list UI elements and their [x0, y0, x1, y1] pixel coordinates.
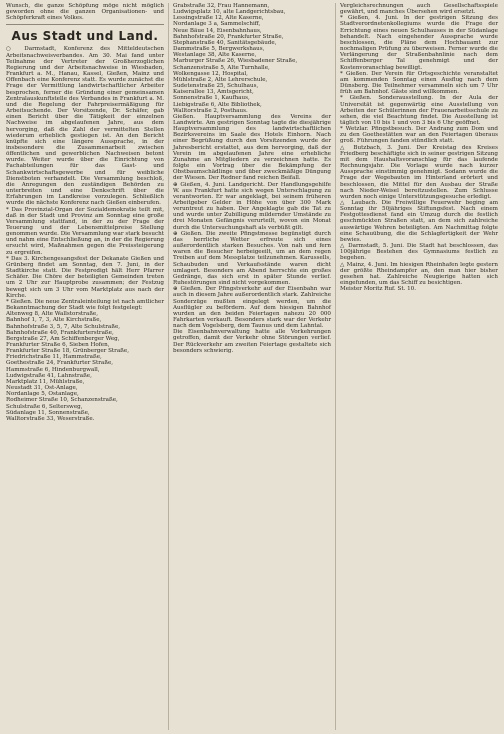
article-paragraph: △ Butzbach, 3. Juni. Der Kreistag des Kreises Friedberg beschäftigte sich in seiner gestrigen Sitzung mit dem Haushaltsvoranschlag für das laufende Rechnungsjahr. Die Vorlage wurde nach kurzer Aussprache einstimmig genehmigt. Sodann wurde die Frage der Wegebauten im Hinterland erörtert und beschlossen, die Mittel für den Ausbau der Straße nach Nieder-Weisel bereitzustellen. Zum Schlusse wurden noch einige Unterstützungsgesuche erledigt.	[340, 144, 500, 200]
column-left	[6, 3, 164, 730]
divider-rule	[6, 24, 164, 25]
article-paragraph: * Das Provinzial-Organ der Sozialdemokratie teilt mit, daß in der Stadt und Provinz am Sonntag eine große Versammlung stattfand, in der zu der Frage der Teuerung und der Lebensmittelpreise Stellung genommen wurde. Die Versammlung war stark besucht und nahm eine Entschließung an, in der die Regierung ersucht wird, Maßnahmen gegen die Preissteigerung zu ergreifen.	[6, 206, 166, 256]
article-paragraph: △ Darmstadt, 5. Juni. Die Stadt hat beschlossen, das 100jährige Bestehen des Gymnasiums festlich zu begehen.	[340, 243, 500, 262]
article-paragraph: * Gießen. Die neue Zentraleinteilung ist nach amtlicher Bekanntmachung der Stadt wie folgt festgelegt: Altenweg 8, Alte Wallstorstraße, Bahnhof 1, 7, 3, Alte Kirchstraße, Bahnhofstraße 3, 5, 7, Alte Schulstraße, Bahnhofstraße 40, Frankfurterstraße, Bergstraße 27, Am Schiffenberger Weg, Frankfurter Straße 6, Sieben Hofen, Frankfurter Straße 18, Grünberger Straße, Friedrichstraße 11, Hammstraße, Goethestraße 24, Frankfurter Straße, Hammstraße 6, Hindenburgwall, Ludwigstraße 41, Lahnstraße, Marktplatz 11, Mühlstraße, Neustadt 31, Ost-Anlage, Nordanlage 5, Ostanlage, Rodheimer Straße 10, Schanzenstraße, Schulstraße 6, Seltersweg, Südanlage 11, Sonnenstraße, Walltorstraße 33, Weserstraße.	[6, 298, 164, 422]
article-paragraph: △ Laubach. Die Freiwillige Feuerwehr beging am Sonntag ihr 50jähriges Stiftungsfest. Nach einem Festgottesdienst fand ein Umzug durch die festlich geschmückten Straßen statt, an dem sich zahlreiche auswärtige Wehren beteiligten. Am Nachmittag folgte eine Schauübung, die die Schlagfertigkeit der Wehr bewies.	[340, 200, 500, 243]
column-container	[6, 3, 498, 730]
article-paragraph: * Wetzlar. Pfingstbesuch. Der Andrang zum Dom und zu den Goethestätten war an den Feiertagen überaus groß. Führungen fanden stündlich statt.	[340, 126, 500, 145]
article-paragraph: Wunsch, die ganze Schöpfung möge nicht möglich geworden ohne die ganzen Organisationen- und Schöpferkraft eines Volkes.	[6, 3, 166, 22]
column-middle	[173, 3, 331, 730]
column-right	[340, 3, 498, 730]
article-paragraph: Vergleichsrechnungen auch Gesellschaftsspiele gewährt, und manches Übersehen wird ersetzt.	[340, 3, 500, 16]
article-paragraph: * Gießen. Der Verein für Ortsgeschichte veranstaltet am kommenden Sonntag einen Ausflug nach dem Dünsberg. Die Teilnehmer versammeln sich um 7 Uhr früh am Bahnhof. Gäste sind willkommen.	[340, 70, 500, 96]
article-paragraph: Grabstraße 32, Frau Hannemann, Ludwigsplatz 10, alte Landgerichtsbau, Lessingstraße 12, Alte Kaserne, Nordanlage 3 a, Sammelschiff, Neue Bäue 14, Eisenbahnhaus, Bahnhofstraße 20, Frankfurter Straße, Stephanstraße 40, Sanitätsgebäude, Dammstraße 5, Bergwerkshaus, Westanlage 38, Alte Kaserne, Marburger Straße 26, Wiesbadener Straße, Schanzenstraße 5, Alte Turnhalle, Wolkengasse 12, Hospital, Mühlstraße 2, Alte Lehrerschule, Sudetenstraße 25, Schulhaus, Kaiserallee 13, Amtsgericht, Sonnenstraße 1, Kaufhaus, Liebigstraße 6, Alte Bibliothek, Walltorstraße 2, Posthaus.	[173, 3, 298, 114]
article-paragraph: ⊕ Gießen, 4. Juni. Landgericht. Der Handlungsgehilfe W. aus Frankfurt hatte sich wegen Unterschlagung zu verantworten. Er war angeklagt, bei seinem früheren Arbeitgeber Gelder in Höhe von über 300 Mark veruntreut zu haben. Der Angeklagte gab die Tat zu und wurde unter Zubilligung mildernder Umstände zu drei Monaten Gefängnis verurteilt, wovon ein Monat durch die Untersuchungshaft als verbüßt gilt.	[173, 181, 333, 231]
article-paragraph: Gießen. Hauptversammlung des Vereins der Landwirte. Am gestrigen Sonntag tagte die diesjährige Hauptversammlung des landwirtschaftlichen Bezirksvereins im Saale des Hotels Einhorn. Nach einer Begrüßung durch den Vorsitzenden wurde der Jahresbericht erstattet, aus dem hervorging, daß der Verein im abgelaufenen Jahre eine erhebliche Zunahme an Mitgliedern zu verzeichnen hatte. Es folgte ein Vortrag über die Bekämpfung der Obstbaumschädlinge und über zweckmäßige Düngung der Wiesen. Der Redner fand reichen Beifall.	[173, 113, 333, 182]
article-paragraph: ⊕ Gießen. Der Pfingstverkehr auf der Eisenbahn war auch in diesem Jahre außerordentlich stark. Zahlreiche Sonderzüge mußten eingelegt werden, um die Ausflügler zu befördern. Auf dem hiesigen Bahnhof wurden an den beiden Feiertagen nahezu 20 000 Fahrkarten verkauft. Besonders stark war der Verkehr nach dem Vogelsberg, dem Taunus und dem Lahntal.	[173, 286, 333, 330]
article-paragraph: ⊕ Gießen. Die zweite Pfingstmesse begünstigt durch das herrliche Wetter erfreute sich eines außerordentlich starken Besuches. Von nah und fern waren die Besucher herbeigeeilt, um an dem regen Treiben auf dem Messplatze teilzunehmen. Karussells, Schaubuden und Verkaufsstände waren dicht umlagert. Besonders am Abend herrschte ein großes Gedränge, das sich erst in später Stunde verlief. Ruhestörungen sind nicht vorgekommen.	[173, 230, 333, 287]
article-paragraph: △ Mainz, 4. Juni. Im hiesigen Rheinhafen legte gestern der größte Rheindampfer an, den man hier bisher gesehen hat. Zahlreiche Neugierige hatten sich eingefunden, um das Schiff zu besichtigen. Meister Moritz Ruf. St. 10.	[340, 261, 498, 293]
article-paragraph: * Das 3. Kirchengesangsfest der Dekanate Gießen und Grünberg findet am Sonntag, den 7. Juni, in der Stadtkirche statt. Die Festpredigt hält Herr Pfarrer Schäfer. Die Chöre der beteiligten Gemeinden treten um 2 Uhr zur Hauptprobe zusammen; der Festzug bewegt sich um 3 Uhr vom Marktplatz aus nach der Kirche.	[6, 255, 166, 299]
article-paragraph: * Gießen, 4. Juni. In der gestrigen Sitzung des Stadtverordnetenkollegiums wurde die Frage der Errichtung eines neuen Schulhauses in der Südanlage behandelt. Nach eingehender Aussprache wurde beschlossen, die Pläne dem Hochbauamt zur nochmaligen Prüfung zu überweisen. Ferner wurde die Verlängerung der Straßenbahnlinie nach dem Schiffenberger Tal genehmigt und der Kostenvoranschlag bewilligt.	[340, 15, 500, 71]
section-heading: Aus Stadt und Land.	[11, 29, 159, 44]
article-paragraph: * Gießen. Sonderausstellung. In der Aula der Universität ist gegenwärtig eine Ausstellung von Arbeiten der Schülerinnen der Frauenarbeitsschule zu sehen, die viel Beachtung findet. Die Ausstellung ist täglich von 10 bis 1 und von 3 bis 6 Uhr geöffnet.	[340, 95, 500, 126]
article-paragraph: Die Eisenbahnverwaltung hatte alle Vorkehrungen getroffen, damit der Verkehr ohne Störungen verlief. Der Rückverkehr am zweiten Feiertage gestaltete sich besonders schwierig.	[173, 329, 333, 354]
article-paragraph: ○ Darmstadt, Konferenz des Mitteldeutschen Arbeitsnachweisverbandes. Am 30. Mai fand unter Teilnahme der Vertreter der Großherzoglichen Regierung und der Arbeitsnachweise in Wiesbaden, Frankfurt a. M., Hanau, Kassel, Gießen, Mainz und Offenbach eine Konferenz statt. Es wurde zunächst die Frage der Vermittlung landwirtschaftlicher Arbeiter besprochen, ferner die Gründung einer gemeinsamen Zentralauskunftstelle des Verbandes in Frankfurt a. M. und die Regelung der Fahrpreisermäßigung für Arbeitsuchende. Der Vorsitzende, Dr. Schäfer, gab einen Bericht über die Tätigkeit der einzelnen Nachweise im abgelaufenen Jahre, aus dem hervorging, daß die Zahl der vermittelten Stellen wiederum erheblich gestiegen ist. An den Bericht knüpfte sich eine längere Aussprache, in der insbesondere die Zusammenarbeit zwischen öffentlichen und gewerblichen Nachweisen betont wurde. Weiter wurde über die Einrichtung von Fachabteilungen für das Gast- und Schankwirtschaftsgewerbe und für weibliche Dienstboten verhandelt. Die Versammlung beschloß, die Anregungen den zuständigen Behörden zu unterbreiten und eine Denkschrift über die Erfahrungen im Landkreise vorzulegen. Schließlich wurde die nächste Konferenz nach Gießen einberufen.	[6, 46, 166, 207]
